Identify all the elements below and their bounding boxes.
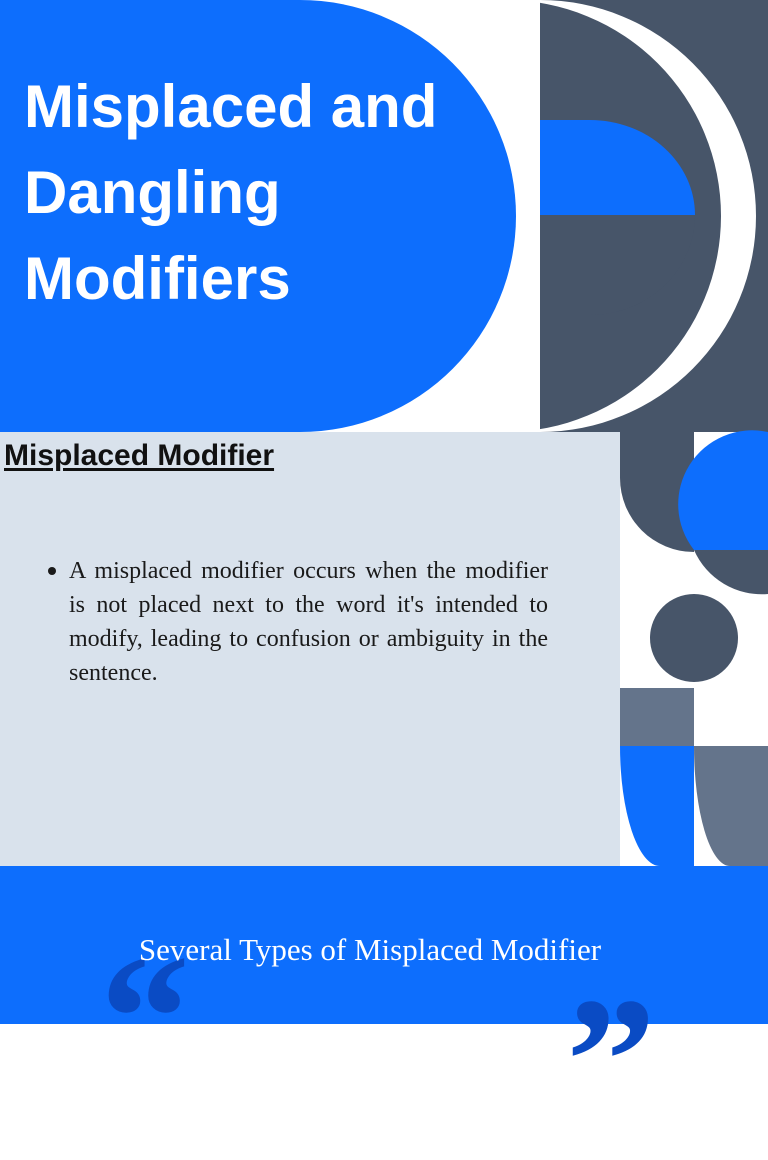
bullet-item xyxy=(48,554,548,690)
slide-title: Misplaced and Dangling Modifiers xyxy=(24,73,438,312)
section-heading: Misplaced Modifier xyxy=(4,439,275,472)
bullet-dot-icon xyxy=(48,567,56,575)
types-slide xyxy=(0,866,768,1160)
definition-decoration xyxy=(620,432,768,866)
slate-circle-shape xyxy=(650,594,738,682)
types-caption: Several Types of Misplaced Modifier xyxy=(138,932,602,967)
title-slide xyxy=(0,0,768,432)
open-quote-icon: “ xyxy=(100,918,190,1117)
bullet-list xyxy=(48,554,548,690)
definition-slide xyxy=(0,432,768,866)
gray-block-shape xyxy=(620,688,694,746)
bullet-text: A misplaced modifier occurs when the modifier is not placed next to the word it's intended to modify, leading to confusion or ambiguity in the sentence. xyxy=(69,558,548,686)
close-quote-icon: ” xyxy=(566,961,656,1160)
